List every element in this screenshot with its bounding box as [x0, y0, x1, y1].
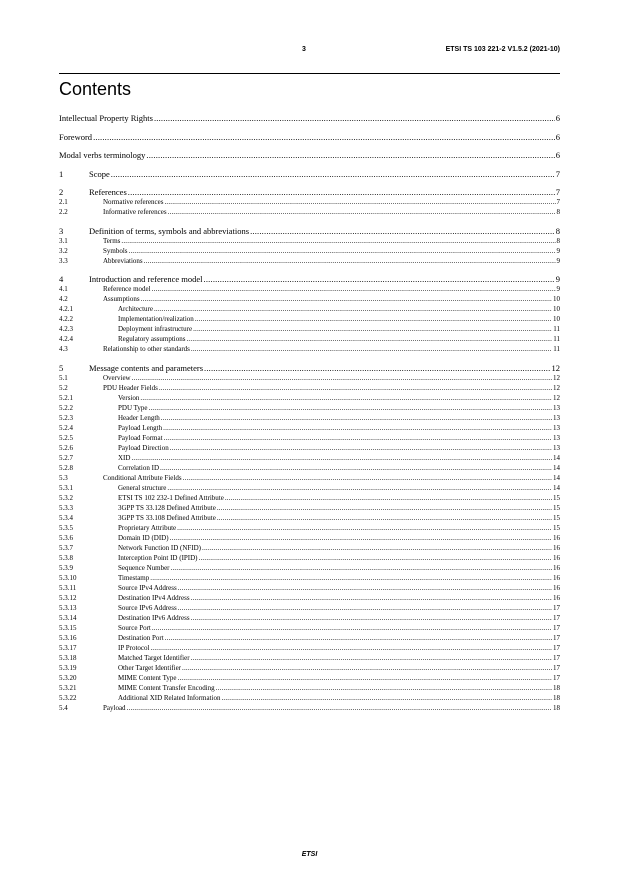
- toc-entry[interactable]: [59, 653, 560, 663]
- toc-leader-dots: [154, 304, 552, 314]
- toc-leader-dots: [221, 693, 552, 703]
- page-number: 3: [302, 46, 306, 53]
- toc-entry-title: ETSI TS 102 232-1 Defined Attribute: [118, 493, 224, 502]
- toc-entry[interactable]: [59, 256, 560, 266]
- toc-leader-dots: [160, 463, 552, 473]
- toc-entry-title: Payload Format: [118, 433, 163, 442]
- toc-entry-page: 16: [553, 573, 560, 582]
- toc-entry-page: 15: [553, 493, 560, 502]
- toc-entry-title: Reference model: [103, 285, 151, 293]
- toc-entry-page: 18: [553, 703, 560, 712]
- toc-leader-dots: [144, 256, 556, 266]
- toc-entry[interactable]: [59, 169, 560, 179]
- toc-entry-title: Sequence Number: [118, 563, 170, 572]
- toc-entry-page: 15: [553, 513, 560, 522]
- toc-entry-title: Domain ID (DID): [118, 533, 169, 542]
- toc-entry-page: 6: [555, 150, 560, 160]
- toc-leader-dots: [164, 197, 555, 207]
- toc-entry-page: 17: [553, 643, 560, 652]
- toc-leader-dots: [178, 673, 553, 683]
- toc-entry[interactable]: [59, 603, 560, 613]
- toc-leader-dots: [216, 683, 552, 693]
- toc-entry[interactable]: [59, 150, 560, 160]
- toc-leader-dots: [170, 443, 552, 453]
- toc-leader-dots: [164, 433, 552, 443]
- toc-entry-title: References: [89, 187, 127, 197]
- toc-entry[interactable]: [59, 633, 560, 643]
- toc-leader-dots: [131, 453, 552, 463]
- toc-entry-page: 13: [553, 433, 560, 442]
- toc-entry[interactable]: [59, 453, 560, 463]
- toc-entry[interactable]: [59, 703, 560, 713]
- toc-entry-number: 4.2.3: [59, 325, 73, 333]
- toc-leader-dots: [202, 543, 552, 553]
- toc-leader-dots: [217, 503, 552, 513]
- toc-entry-title: Header Length: [118, 413, 160, 422]
- toc-entry[interactable]: [59, 113, 560, 123]
- toc-entry-title: Destination Port: [118, 633, 164, 642]
- toc-entry-page: 16: [553, 533, 560, 542]
- toc-leader-dots: [168, 207, 556, 217]
- toc-entry-number: 5.3.12: [59, 593, 77, 602]
- toc-entry[interactable]: [59, 573, 560, 583]
- toc-entry[interactable]: [59, 433, 560, 443]
- toc-entry-title: PDU Type: [118, 403, 148, 412]
- toc-entry-title: Symbols: [103, 246, 128, 255]
- toc-entry-title: Correlation ID: [118, 463, 160, 472]
- toc-entry-title: Source IPv6 Address: [118, 603, 177, 612]
- toc-leader-dots: [183, 473, 552, 483]
- toc-entry-page: 6: [555, 113, 560, 123]
- toc-leader-dots: [129, 246, 556, 256]
- toc-leader-dots: [154, 113, 555, 123]
- toc-entry-number: 5.3.4: [59, 513, 73, 522]
- toc-entry-title: Architecture: [118, 305, 153, 313]
- toc-entry-title: 3GPP TS 33.128 Defined Attribute: [118, 503, 216, 512]
- toc-entry-number: 5.2.2: [59, 403, 73, 412]
- toc-entry-number: 4.3: [59, 345, 68, 353]
- toc-entry-page: 7: [555, 168, 560, 179]
- toc-entry[interactable]: [59, 132, 560, 142]
- toc-entry[interactable]: [59, 246, 560, 256]
- toc-entry-page: 9: [556, 246, 560, 255]
- toc-entry[interactable]: [59, 543, 560, 553]
- toc-leader-dots: [182, 663, 552, 673]
- toc-entry-page: 8: [555, 225, 560, 236]
- toc-entry-page: 16: [553, 563, 560, 572]
- toc-entry-title: Payload: [103, 703, 126, 712]
- toc-entry[interactable]: [59, 693, 560, 703]
- toc-entry-title: Proprietary Attribute: [118, 523, 177, 532]
- toc-leader-dots: [150, 643, 552, 653]
- toc-entry-title: Normative references: [103, 198, 164, 206]
- toc-entry-number: 4.2.2: [59, 315, 73, 323]
- toc-entry-title: Source Port: [118, 623, 151, 632]
- document-id: ETSI TS 103 221-2 V1.5.2 (2021-10): [445, 46, 560, 53]
- toc-entry[interactable]: [59, 236, 560, 246]
- toc-entry-title: Overview: [103, 373, 131, 382]
- toc-leader-dots: [191, 653, 552, 663]
- toc-entry[interactable]: [59, 673, 560, 683]
- toc-entry-number: 3: [59, 225, 64, 236]
- toc-entry-title: Destination IPv6 Address: [118, 613, 190, 622]
- toc-entry-number: 5.3.3: [59, 503, 73, 512]
- toc-entry-title: IP Protocol: [118, 643, 150, 652]
- toc-entry-title: Definition of terms, symbols and abbreviations: [89, 225, 250, 236]
- toc-entry-title: Informative references: [103, 208, 167, 216]
- toc-leader-dots: [178, 583, 552, 593]
- toc-entry-number: 5.2.3: [59, 413, 73, 422]
- toc-leader-dots: [146, 150, 554, 160]
- toc-entry-title: Terms: [103, 236, 121, 245]
- toc-entry-number: 5.2.1: [59, 393, 73, 402]
- toc-entry[interactable]: [59, 324, 560, 334]
- toc-entry-number: 2.1: [59, 198, 68, 206]
- toc-entry-page: 8: [556, 236, 560, 245]
- toc-entry-title: 3GPP TS 33.108 Defined Attribute: [118, 513, 216, 522]
- toc-entry[interactable]: [59, 533, 560, 543]
- toc-entry-number: 5.3.11: [59, 583, 77, 592]
- toc-entry-number: 4.2.1: [59, 305, 73, 313]
- toc-entry-page: 13: [553, 443, 560, 452]
- toc-entry-page: 9: [556, 256, 560, 265]
- toc-entry-page: 17: [553, 663, 560, 672]
- toc-entry-number: 5.3.6: [59, 533, 73, 542]
- toc-leader-dots: [178, 603, 552, 613]
- toc-leader-dots: [186, 334, 552, 344]
- toc-entry[interactable]: [59, 623, 560, 633]
- toc-entry-page: 8: [556, 208, 560, 216]
- toc-entry-page: 12: [551, 362, 560, 373]
- toc-leader-dots: [150, 573, 552, 583]
- toc-entry[interactable]: [59, 274, 560, 284]
- toc-entry-page: 11: [553, 345, 560, 353]
- toc-entry-page: 14: [553, 453, 560, 462]
- toc-entry-page: 16: [553, 593, 560, 602]
- toc-entry-number: 4.2.4: [59, 335, 73, 343]
- toc-entry[interactable]: [59, 373, 560, 383]
- toc-entry[interactable]: [59, 613, 560, 623]
- toc-entry-title: Additional XID Related Information: [118, 693, 221, 702]
- toc-entry-title: Foreword: [59, 131, 93, 142]
- toc-entry-number: 5.2: [59, 383, 68, 392]
- toc-leader-dots: [111, 169, 555, 179]
- toc-entry-number: 5.2.5: [59, 433, 73, 442]
- toc-entry-title: Introduction and reference model: [89, 274, 203, 284]
- toc-entry-number: 5.3.5: [59, 523, 73, 532]
- toc-entry-page: 14: [553, 463, 560, 472]
- toc-entry-page: 12: [553, 383, 560, 392]
- toc-entry[interactable]: [59, 423, 560, 433]
- toc-entry-number: 5.1: [59, 373, 68, 382]
- toc-entry-title: Source IPv4 Address: [118, 583, 177, 592]
- toc-entry-page: 7: [556, 198, 560, 206]
- toc-entry-page: 10: [553, 305, 560, 313]
- toc-entry-page: 17: [553, 623, 560, 632]
- toc-leader-dots: [152, 623, 552, 633]
- toc-entry-number: 2: [59, 187, 64, 197]
- toc-leader-dots: [149, 403, 552, 413]
- toc-entry[interactable]: [59, 463, 560, 473]
- toc-entry-number: 5.3.13: [59, 603, 77, 612]
- toc-entry-number: 5.3.22: [59, 693, 77, 702]
- toc-entry-number: 5: [59, 362, 64, 373]
- toc-entry-title: Message contents and parameters: [89, 362, 203, 373]
- toc-entry[interactable]: [59, 383, 560, 393]
- toc-entry[interactable]: [59, 473, 560, 483]
- toc-entry[interactable]: [59, 304, 560, 314]
- toc-entry-title: Conditional Attribute Fields: [103, 473, 182, 482]
- toc-leader-dots: [128, 187, 555, 197]
- toc-entry[interactable]: [59, 207, 560, 217]
- toc-entry-page: 18: [553, 683, 560, 692]
- toc-entry-title: Other Target Identifier: [118, 663, 182, 672]
- toc-entry[interactable]: [59, 563, 560, 573]
- toc-entry[interactable]: [59, 403, 560, 413]
- toc-entry-number: 3.3: [59, 256, 68, 265]
- toc-entry-page: 17: [553, 633, 560, 642]
- toc-entry[interactable]: [59, 493, 560, 503]
- toc-leader-dots: [161, 413, 552, 423]
- toc-entry-page: 9: [556, 285, 560, 293]
- toc-entry[interactable]: [59, 334, 560, 344]
- toc-entry-page: 15: [553, 523, 560, 532]
- toc-leader-dots: [217, 513, 552, 523]
- toc-leader-dots: [141, 294, 552, 304]
- toc-entry-page: 16: [553, 583, 560, 592]
- toc-entry-page: 12: [553, 373, 560, 382]
- toc-entry-page: 17: [553, 613, 560, 622]
- toc-entry-page: 9: [555, 274, 560, 284]
- toc-entry[interactable]: [59, 284, 560, 294]
- toc-entry[interactable]: [59, 583, 560, 593]
- toc-entry-title: Matched Target Identifier: [118, 653, 190, 662]
- toc-entry-title: General structure: [118, 483, 167, 492]
- toc-entry-title: Payload Direction: [118, 443, 169, 452]
- table-of-contents: [59, 113, 560, 713]
- toc-entry-page: 11: [553, 335, 560, 343]
- toc-entry-number: 4: [59, 274, 64, 284]
- toc-leader-dots: [159, 383, 552, 393]
- toc-leader-dots: [140, 393, 552, 403]
- header-rule: [59, 73, 560, 74]
- toc-entry-number: 5.3.18: [59, 653, 77, 662]
- page-title: Contents: [59, 79, 132, 99]
- toc-leader-dots: [250, 226, 555, 236]
- footer-etsi: ETSI: [301, 851, 318, 858]
- toc-entry[interactable]: [59, 413, 560, 423]
- toc-leader-dots: [225, 493, 552, 503]
- toc-entry-page: 11: [553, 325, 560, 333]
- toc-entry-number: 2.2: [59, 208, 68, 216]
- toc-entry-title: Timestamp: [118, 573, 150, 582]
- toc-entry[interactable]: [59, 553, 560, 563]
- toc-entry-number: 3.2: [59, 246, 68, 255]
- toc-entry-number: 5.4: [59, 703, 68, 712]
- toc-entry-page: 18: [553, 693, 560, 702]
- toc-entry[interactable]: [59, 513, 560, 523]
- toc-entry-number: 1: [59, 168, 64, 179]
- toc-entry-title: Payload Length: [118, 423, 163, 432]
- toc-entry-page: 14: [553, 473, 560, 482]
- toc-entry-title: Abbreviations: [103, 256, 143, 265]
- toc-entry-title: Version: [118, 393, 140, 402]
- toc-entry[interactable]: [59, 683, 560, 693]
- toc-entry[interactable]: [59, 443, 560, 453]
- toc-entry-number: 5.3: [59, 473, 68, 482]
- toc-leader-dots: [163, 423, 552, 433]
- toc-entry-page: 10: [553, 315, 560, 323]
- toc-leader-dots: [191, 344, 552, 354]
- toc-entry[interactable]: [59, 344, 560, 354]
- toc-entry-page: 17: [553, 673, 560, 682]
- toc-entry-page: 12: [553, 393, 560, 402]
- toc-entry-title: MIME Content Transfer Encoding: [118, 683, 215, 692]
- toc-entry-number: 5.3.15: [59, 623, 77, 632]
- toc-leader-dots: [191, 613, 552, 623]
- toc-entry-title: Network Function ID (NFID): [118, 543, 202, 552]
- toc-leader-dots: [152, 284, 556, 294]
- toc-entry-number: 4.2: [59, 295, 68, 303]
- toc-entry[interactable]: [59, 363, 560, 373]
- toc-entry-page: 13: [553, 403, 560, 412]
- toc-entry[interactable]: [59, 663, 560, 673]
- toc-leader-dots: [193, 324, 552, 334]
- toc-entry-number: 5.3.10: [59, 573, 77, 582]
- toc-leader-dots: [167, 483, 552, 493]
- toc-entry-page: 14: [553, 483, 560, 492]
- toc-entry-title: Intellectual Property Rights: [59, 113, 153, 123]
- toc-entry-number: 5.2.6: [59, 443, 73, 452]
- toc-entry[interactable]: [59, 187, 560, 197]
- toc-entry-page: 13: [553, 413, 560, 422]
- toc-leader-dots: [171, 563, 552, 573]
- toc-entry-number: 5.3.16: [59, 633, 77, 642]
- toc-leader-dots: [93, 132, 555, 142]
- toc-entry-number: 5.3.20: [59, 673, 77, 682]
- toc-entry-page: 17: [553, 653, 560, 662]
- toc-entry-title: Regulatory assumptions: [118, 335, 186, 343]
- toc-entry-page: 7: [555, 187, 560, 197]
- toc-entry-title: Scope: [89, 168, 110, 179]
- toc-entry-title: MIME Content Type: [118, 673, 177, 682]
- toc-entry-title: XID: [118, 453, 131, 462]
- toc-entry-title: Destination IPv4 Address: [118, 593, 190, 602]
- toc-leader-dots: [132, 373, 552, 383]
- toc-entry-title: Modal verbs terminology: [59, 150, 146, 160]
- toc-entry-number: 5.3.8: [59, 553, 73, 562]
- toc-entry[interactable]: [59, 503, 560, 513]
- toc-entry-number: 5.2.4: [59, 423, 73, 432]
- toc-entry-number: 5.3.14: [59, 613, 77, 622]
- toc-entry-number: 5.3.1: [59, 483, 73, 492]
- toc-entry-number: 5.3.9: [59, 563, 73, 572]
- toc-entry-number: 5.3.21: [59, 683, 77, 692]
- toc-entry-page: 16: [553, 553, 560, 562]
- toc-leader-dots: [177, 523, 552, 533]
- toc-entry-number: 5.2.8: [59, 463, 73, 472]
- toc-entry-number: 5.2.7: [59, 453, 73, 462]
- toc-entry-title: Deployment infrastructure: [118, 325, 193, 333]
- toc-entry-title: Implementation/realization: [118, 315, 194, 323]
- toc-entry[interactable]: [59, 294, 560, 304]
- toc-leader-dots: [204, 363, 551, 373]
- toc-entry-title: PDU Header Fields: [103, 383, 158, 392]
- toc-entry-number: 5.3.17: [59, 643, 77, 652]
- toc-entry-number: 5.3.2: [59, 493, 73, 502]
- toc-entry-page: 17: [553, 603, 560, 612]
- toc-entry-number: 4.1: [59, 285, 68, 293]
- toc-leader-dots: [204, 274, 555, 284]
- toc-entry-number: 5.3.7: [59, 543, 73, 552]
- toc-entry[interactable]: [59, 226, 560, 236]
- toc-entry-title: Interception Point ID (IPID): [118, 553, 198, 562]
- toc-entry-page: 15: [553, 503, 560, 512]
- toc-leader-dots: [199, 553, 552, 563]
- toc-entry-page: 13: [553, 423, 560, 432]
- toc-leader-dots: [170, 533, 552, 543]
- toc-leader-dots: [195, 314, 552, 324]
- toc-entry[interactable]: [59, 593, 560, 603]
- toc-entry[interactable]: [59, 643, 560, 653]
- toc-leader-dots: [191, 593, 552, 603]
- toc-entry-title: Assumptions: [103, 295, 140, 303]
- toc-entry-title: Relationship to other standards: [103, 345, 190, 353]
- toc-entry[interactable]: [59, 523, 560, 533]
- toc-leader-dots: [165, 633, 552, 643]
- toc-entry-number: 3.1: [59, 236, 68, 245]
- toc-entry[interactable]: [59, 393, 560, 403]
- toc-entry-number: 5.3.19: [59, 663, 77, 672]
- toc-entry[interactable]: [59, 314, 560, 324]
- toc-entry[interactable]: [59, 483, 560, 493]
- toc-leader-dots: [121, 236, 555, 246]
- toc-leader-dots: [127, 703, 552, 713]
- toc-entry-page: 6: [555, 131, 560, 142]
- toc-entry-page: 16: [553, 543, 560, 552]
- toc-entry-page: 10: [553, 295, 560, 303]
- toc-entry[interactable]: [59, 197, 560, 207]
